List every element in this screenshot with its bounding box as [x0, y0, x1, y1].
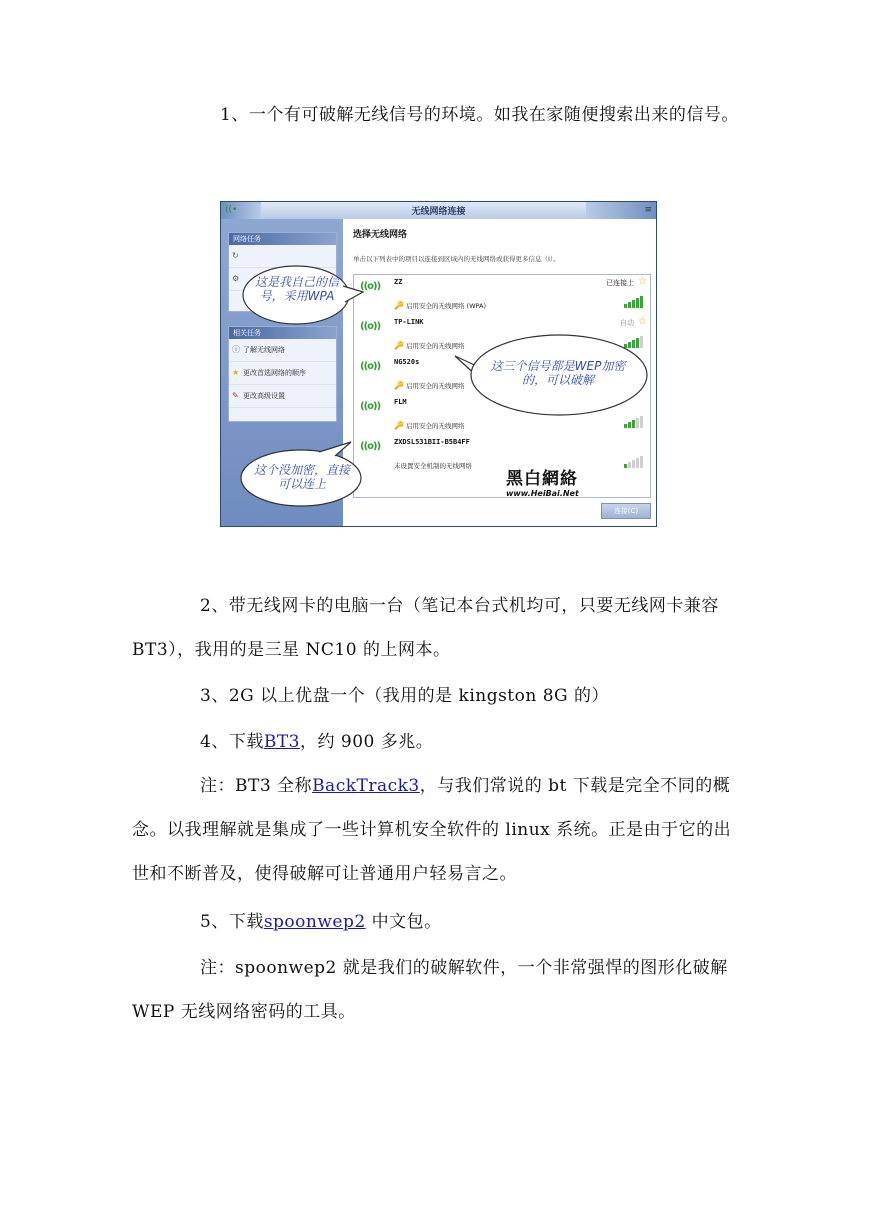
star-icon: ★ [232, 368, 240, 377]
signal-bar [636, 458, 639, 468]
refresh-icon: ↻ [232, 251, 239, 260]
network-security: 未设置安全机制的无线网络 [394, 462, 472, 470]
watermark-logo: 黑白網絡 www.HeiBai.Net [506, 469, 579, 498]
window-title: 无线网络连接 [411, 207, 466, 217]
network-ssid: ZZ [394, 278, 403, 286]
network-status: 已连接上 [606, 279, 634, 287]
network-security: 🔑 启用安全的无线网络 [394, 341, 465, 350]
lock-icon: 🔑 [394, 341, 404, 350]
paragraph-3: 3、2G 以上优盘一个（我用的是 kingston 8G 的） [200, 686, 610, 706]
network-security: 🔑 启用安全的无线网络 [394, 381, 465, 390]
signal-bar [640, 296, 643, 308]
lock-icon: 🔑 [394, 421, 404, 430]
network-item[interactable] [354, 435, 650, 475]
info-icon: ⓘ [232, 345, 240, 354]
paragraph-7: 注：spoonwep2 就是我们的破解软件，一个非常强悍的图形化破解 WEP 无线网络密码的工具。 [132, 958, 728, 1022]
signal-bar [632, 300, 635, 308]
close-icon[interactable]: ≡ [644, 205, 652, 215]
settings-icon: ✎ [232, 391, 239, 400]
network-status: 自动 [620, 319, 634, 327]
paragraph-6: 5、下载spoonwep2 中文包。 [200, 912, 442, 932]
network-ssid: NG520s [394, 358, 420, 366]
wireless-screenshot [220, 201, 657, 527]
signal-icon [624, 456, 646, 468]
signal-bar [628, 462, 631, 468]
signal-bar [624, 464, 627, 468]
related-change-order[interactable]: ★ 更改首选网络的顺序 [229, 362, 336, 385]
antenna-icon: ((o)) [360, 281, 381, 292]
main-title: 选择无线网络 [353, 230, 408, 240]
setup-icon: ⚙ [232, 274, 240, 283]
network-ssid: TP-LINK [394, 318, 424, 326]
network-ssid: FLM [394, 398, 407, 406]
related-tasks-panel [228, 326, 337, 422]
signal-bar [628, 302, 631, 308]
paragraph-4: 4、下载BT3，约 900 多兆。 [200, 732, 434, 752]
signal-bar [624, 424, 627, 428]
lock-icon: 🔑 [394, 381, 404, 390]
lock-icon: 🔑 [394, 301, 404, 310]
network-security: 🔑 启用安全的无线网络 [394, 421, 465, 430]
main-description: 单击以下列表中的项目以连接到区域内的无线网络或获得更多信息（I）。 [353, 255, 560, 263]
related-advanced-settings[interactable]: ✎ 更改高级设置 [229, 385, 336, 408]
signal-bar [632, 460, 635, 468]
spoonwep2-link[interactable]: spoonwep2 [263, 912, 366, 932]
backtrack3-link[interactable]: BackTrack3 [312, 776, 420, 796]
antenna-icon: ((o)) [360, 401, 381, 412]
paragraph-1: 1、一个有可破解无线信号的环境。如我在家随便搜索出来的信号。 [220, 105, 739, 125]
paragraph-5: 注：BT3 全称BackTrack3，与我们常说的 bt 下载是完全不同的概念。以我理解就是集成了一些计算机安全软件的 linux 系统。正是由于它的出世和不断普及，使得破解可让普通用户轻易言之。 [132, 776, 732, 884]
paragraph-2: 2、带无线网卡的电脑一台（笔记本台式机均可，只要无线网卡兼容 BT3），我用的是三星 NC10 的上网本。 [132, 596, 719, 660]
antenna-icon: ((o)) [360, 321, 381, 332]
signal-bar [636, 298, 639, 308]
network-security: 🔑 启用安全的无线网络 (WPA) [394, 301, 486, 310]
wireless-icon: ((• [225, 205, 238, 215]
star-icon: ☆ [638, 316, 647, 327]
antenna-icon: ((o)) [360, 441, 381, 452]
signal-icon [624, 296, 646, 308]
signal-bar [628, 422, 631, 428]
star-icon: ☆ [638, 276, 647, 287]
bt3-link[interactable]: BT3 [263, 732, 300, 752]
related-learn-wireless[interactable]: ⓘ 了解无线网络 [229, 339, 336, 362]
callout-bubble-2: 这三个信号都是WEP加密的，可以破解 [451, 330, 651, 420]
related-tasks-header: 相关任务 [229, 327, 336, 339]
network-item[interactable] [354, 275, 650, 315]
signal-bar [632, 420, 635, 428]
window-titlebar [221, 202, 656, 220]
callout-bubble-1: 这是我自己的信号，采用WPA [239, 262, 364, 330]
signal-bar [640, 456, 643, 468]
callout-bubble-3: 这个没加密，直接可以连上 [239, 440, 369, 508]
network-ssid: ZXDSL531BII-B5B4FF [394, 438, 470, 446]
signal-bar [624, 304, 627, 308]
antenna-icon: ((o)) [360, 361, 381, 372]
network-tasks-header: 网络任务 [229, 233, 336, 245]
connect-button[interactable]: 连接(C) [601, 503, 651, 519]
